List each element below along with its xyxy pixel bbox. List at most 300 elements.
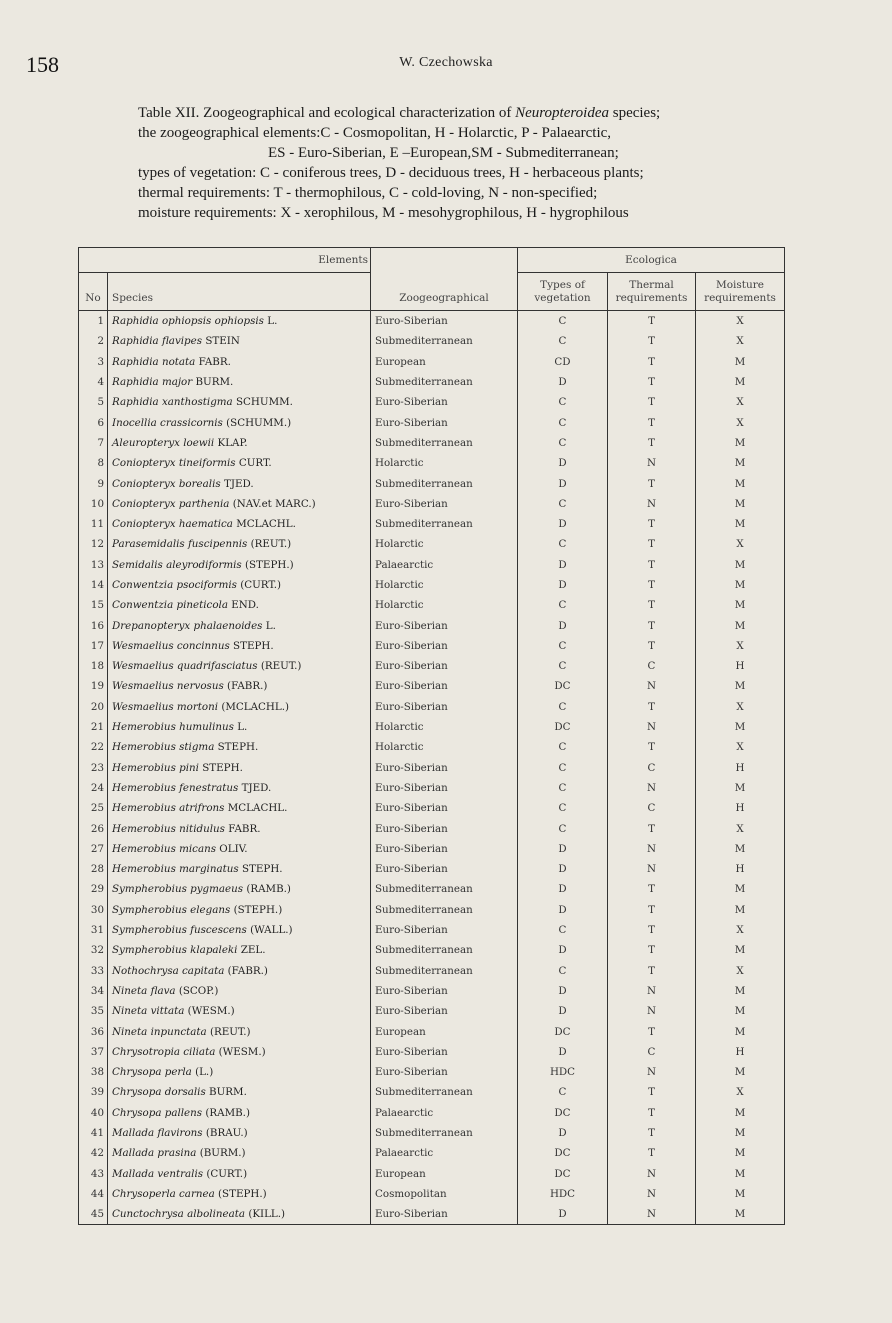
thermal-requirement: T: [608, 1123, 696, 1143]
moisture-requirement: M: [696, 1163, 785, 1183]
thermal-requirement: C: [608, 798, 696, 818]
species-author: (FABR.): [227, 964, 268, 977]
species-author: L.: [267, 315, 278, 328]
vegetation-type: C: [518, 595, 608, 615]
caption-line-2: the zoogeographical elements:C - Cosmopolitan, H - Holarctic, P - Palaearctic,: [138, 125, 612, 141]
species-binomial: Hemerobius nitidulus: [112, 822, 225, 835]
header-elements: Elements: [79, 248, 371, 273]
row-number: 29: [79, 879, 108, 899]
species-name: [108, 575, 371, 595]
species-name: [108, 473, 371, 493]
table-row: [79, 697, 785, 717]
species-binomial: Sympherobius pygmaeus: [112, 883, 244, 896]
species-binomial: Coniopteryx parthenia: [112, 497, 230, 510]
vegetation-type: D: [518, 940, 608, 960]
table-row: [79, 1042, 785, 1062]
species-name: [108, 494, 371, 514]
row-number: 44: [79, 1184, 108, 1204]
species-binomial: Nineta vittata: [112, 1005, 185, 1018]
species-author: L.: [265, 619, 276, 632]
vegetation-type: D: [518, 900, 608, 920]
thermal-requirement: N: [608, 1184, 696, 1204]
row-number: 22: [79, 737, 108, 757]
moisture-requirement: X: [696, 412, 785, 432]
species-name: [108, 697, 371, 717]
zoogeographical-element: European: [371, 352, 518, 372]
thermal-requirement: T: [608, 514, 696, 534]
zoogeographical-element: Submediterranean: [371, 473, 518, 493]
caption-line-1-prefix: Table XII. Zoogeographical and ecological characterization of: [138, 105, 516, 121]
zoogeographical-element: Cosmopolitan: [371, 1184, 518, 1204]
page-number: 158: [26, 52, 59, 77]
species-author: FABR.: [228, 822, 261, 835]
species-name: [108, 372, 371, 392]
vegetation-type: C: [518, 697, 608, 717]
table-row: [79, 575, 785, 595]
moisture-requirement: M: [696, 900, 785, 920]
zoogeographical-element: Submediterranean: [371, 433, 518, 453]
species-author: (STEPH.): [233, 903, 283, 916]
species-name: [108, 392, 371, 412]
vegetation-type: C: [518, 433, 608, 453]
moisture-requirement: M: [696, 575, 785, 595]
species-binomial: Raphidia major: [112, 376, 193, 389]
header-veg-line-1: Types of: [540, 278, 585, 291]
species-name: [108, 1143, 371, 1163]
species-binomial: Wesmaelius nervosus: [112, 680, 224, 693]
species-name: [108, 1184, 371, 1204]
zoogeographical-element: Holarctic: [371, 453, 518, 473]
species-name: [108, 859, 371, 879]
table-row: [79, 1184, 785, 1204]
thermal-requirement: T: [608, 372, 696, 392]
species-author: (STEPH.): [218, 1187, 267, 1200]
species-author: STEIN: [205, 335, 240, 348]
zoogeographical-element: Euro-Siberian: [371, 636, 518, 656]
thermal-requirement: T: [608, 636, 696, 656]
species-name: [108, 737, 371, 757]
table-body: [79, 311, 785, 1225]
species-binomial: Raphidia notata: [112, 355, 196, 368]
species-author: (REUT.): [260, 660, 302, 673]
species-name: [108, 900, 371, 920]
header-types-of-vegetation: [518, 273, 608, 311]
vegetation-type: C: [518, 737, 608, 757]
thermal-requirement: T: [608, 352, 696, 372]
zoogeographical-element: Holarctic: [371, 737, 518, 757]
table-row: [79, 392, 785, 412]
vegetation-type: D: [518, 839, 608, 859]
thermal-requirement: T: [608, 433, 696, 453]
row-number: 38: [79, 1062, 108, 1082]
row-number: 25: [79, 798, 108, 818]
table-row: [79, 473, 785, 493]
vegetation-type: DC: [518, 717, 608, 737]
row-number: 8: [79, 453, 108, 473]
thermal-requirement: N: [608, 839, 696, 859]
species-author: STEPH.: [241, 863, 283, 876]
zoogeographical-element: Euro-Siberian: [371, 311, 518, 332]
table-row: [79, 1021, 785, 1041]
species-name: [108, 1082, 371, 1102]
vegetation-type: C: [518, 758, 608, 778]
zoogeographical-element: Euro-Siberian: [371, 676, 518, 696]
zoogeographical-element: Palaearctic: [371, 1143, 518, 1163]
species-author: (REUT.): [250, 538, 292, 551]
species-binomial: Raphidia flavipes: [112, 335, 203, 348]
species-binomial: Hemerobius atrifrons: [112, 802, 225, 815]
thermal-requirement: N: [608, 494, 696, 514]
row-number: 12: [79, 534, 108, 554]
table-row: [79, 717, 785, 737]
table-row: [79, 453, 785, 473]
moisture-requirement: M: [696, 839, 785, 859]
vegetation-type: DC: [518, 676, 608, 696]
moisture-requirement: M: [696, 1021, 785, 1041]
zoogeographical-element: Holarctic: [371, 575, 518, 595]
species-name: [108, 595, 371, 615]
species-author: (WESM.): [187, 1005, 235, 1018]
row-number: 2: [79, 331, 108, 351]
zoogeographical-element: Euro-Siberian: [371, 1001, 518, 1021]
zoogeographical-element: Euro-Siberian: [371, 412, 518, 432]
caption-line-1: [138, 103, 798, 123]
species-name: [108, 1204, 371, 1225]
species-name: [108, 1163, 371, 1183]
moisture-requirement: X: [696, 961, 785, 981]
caption-line-6: moisture requirements: X - xerophilous, M - mesohygrophilous, H - hygrophilous: [138, 205, 629, 221]
moisture-requirement: M: [696, 879, 785, 899]
table-row: [79, 1123, 785, 1143]
vegetation-type: C: [518, 534, 608, 554]
thermal-requirement: N: [608, 1204, 696, 1225]
row-number: 23: [79, 758, 108, 778]
species-binomial: Raphidia ophiopsis ophiopsis: [112, 315, 264, 328]
thermal-requirement: C: [608, 758, 696, 778]
vegetation-type: D: [518, 859, 608, 879]
table-row: [79, 879, 785, 899]
zoogeographical-element: Euro-Siberian: [371, 494, 518, 514]
species-author: MCLACHL.: [227, 802, 288, 815]
table-row: [79, 839, 785, 859]
species-name: [108, 758, 371, 778]
species-binomial: Mallada flavirons: [112, 1127, 203, 1140]
species-name: [108, 412, 371, 432]
vegetation-type: DC: [518, 1103, 608, 1123]
row-number: 28: [79, 859, 108, 879]
row-number: 13: [79, 555, 108, 575]
thermal-requirement: T: [608, 595, 696, 615]
thermal-requirement: N: [608, 981, 696, 1001]
thermal-requirement: N: [608, 453, 696, 473]
species-name: [108, 331, 371, 351]
thermal-requirement: T: [608, 879, 696, 899]
zoogeographical-element: Euro-Siberian: [371, 981, 518, 1001]
species-name: [108, 534, 371, 554]
table-row: [79, 514, 785, 534]
moisture-requirement: M: [696, 717, 785, 737]
zoogeographical-element: Submediterranean: [371, 879, 518, 899]
thermal-requirement: N: [608, 778, 696, 798]
species-author: (BRAU.): [205, 1127, 248, 1140]
vegetation-type: C: [518, 818, 608, 838]
table-row: [79, 758, 785, 778]
moisture-requirement: M: [696, 372, 785, 392]
row-number: 19: [79, 676, 108, 696]
vegetation-type: DC: [518, 1021, 608, 1041]
species-author: (CURT.): [240, 579, 282, 591]
moisture-requirement: X: [696, 697, 785, 717]
vegetation-type: C: [518, 311, 608, 332]
species-name: [108, 1062, 371, 1082]
table-row: [79, 920, 785, 940]
vegetation-type: C: [518, 331, 608, 351]
vegetation-type: C: [518, 920, 608, 940]
table-row: [79, 798, 785, 818]
species-name: [108, 676, 371, 696]
species-binomial: Mallada ventralis: [112, 1167, 204, 1180]
species-name: [108, 920, 371, 940]
moisture-requirement: X: [696, 534, 785, 554]
vegetation-type: D: [518, 981, 608, 1001]
species-author: STEPH.: [202, 761, 243, 774]
species-name: [108, 1103, 371, 1123]
species-author: MCLACHL.: [236, 518, 296, 531]
moisture-requirement: M: [696, 940, 785, 960]
moisture-requirement: M: [696, 778, 785, 798]
species-binomial: Chrysotropia ciliata: [112, 1045, 216, 1058]
table-row: [79, 1082, 785, 1102]
species-binomial: Hemerobius pini: [112, 761, 199, 774]
thermal-requirement: T: [608, 575, 696, 595]
species-binomial: Hemerobius humulinus: [112, 721, 234, 734]
moisture-requirement: M: [696, 433, 785, 453]
header-moisture-line-2: requirements: [704, 291, 776, 304]
row-number: 36: [79, 1021, 108, 1041]
moisture-requirement: H: [696, 798, 785, 818]
moisture-requirement: X: [696, 920, 785, 940]
header-row-groups: [79, 248, 785, 273]
table-row: [79, 1001, 785, 1021]
table-row: [79, 494, 785, 514]
vegetation-type: D: [518, 615, 608, 635]
species-author: (NAV.et MARC.): [232, 497, 316, 510]
vegetation-type: DC: [518, 1163, 608, 1183]
header-row-columns: [79, 273, 785, 311]
moisture-requirement: M: [696, 595, 785, 615]
species-author: FABR.: [198, 355, 231, 368]
vegetation-type: DC: [518, 1143, 608, 1163]
species-name: [108, 1021, 371, 1041]
zoogeographical-element: Submediterranean: [371, 900, 518, 920]
vegetation-type: C: [518, 798, 608, 818]
row-number: 34: [79, 981, 108, 1001]
row-number: 31: [79, 920, 108, 940]
moisture-requirement: H: [696, 656, 785, 676]
table-caption: [138, 103, 798, 223]
species-binomial: Nineta inpunctata: [112, 1025, 207, 1038]
species-binomial: Wesmaelius mortoni: [112, 700, 219, 713]
species-binomial: Sympherobius elegans: [112, 903, 231, 916]
header-no: No: [79, 273, 108, 311]
table-row: [79, 940, 785, 960]
table-row: [79, 534, 785, 554]
vegetation-type: C: [518, 412, 608, 432]
species-name: [108, 798, 371, 818]
row-number: 17: [79, 636, 108, 656]
moisture-requirement: X: [696, 737, 785, 757]
species-author: OLIV.: [219, 842, 248, 855]
moisture-requirement: M: [696, 1062, 785, 1082]
vegetation-type: D: [518, 453, 608, 473]
table-row: [79, 412, 785, 432]
zoogeographical-element: Euro-Siberian: [371, 1062, 518, 1082]
moisture-requirement: X: [696, 392, 785, 412]
zoogeographical-element: Palaearctic: [371, 1103, 518, 1123]
table-row: [79, 433, 785, 453]
thermal-requirement: T: [608, 1082, 696, 1102]
moisture-requirement: M: [696, 1143, 785, 1163]
moisture-requirement: M: [696, 453, 785, 473]
species-author: (STEPH.): [244, 558, 294, 571]
row-number: 5: [79, 392, 108, 412]
header-thermal-line-2: requirements: [615, 291, 688, 304]
thermal-requirement: N: [608, 1001, 696, 1021]
species-binomial: Inocellia crassicornis: [112, 416, 223, 429]
table-row: [79, 1163, 785, 1183]
zoogeographical-element: Submediterranean: [371, 1082, 518, 1102]
caption-line-5: thermal requirements: T - thermophilous, C - cold-loving, N - non-specified;: [138, 185, 598, 201]
table-row: [79, 1143, 785, 1163]
header-moisture-requirements: [696, 273, 785, 311]
header-thermal-line-1: Thermal: [629, 278, 674, 291]
header-veg-line-2: vegetation: [534, 291, 591, 304]
vegetation-type: D: [518, 1204, 608, 1225]
species-name: [108, 656, 371, 676]
vegetation-type: C: [518, 656, 608, 676]
caption-taxon-name: Neuropteroidea: [515, 105, 609, 121]
moisture-requirement: M: [696, 1123, 785, 1143]
species-author: TJED.: [241, 781, 272, 794]
caption-line-4: types of vegetation: C - coniferous trees, D - deciduous trees, H - herbaceous plants;: [138, 165, 644, 181]
row-number: 10: [79, 494, 108, 514]
zoogeographical-element: Submediterranean: [371, 331, 518, 351]
species-binomial: Chrysopa perla: [112, 1066, 192, 1079]
species-binomial: Aleuropteryx loewii: [112, 436, 215, 449]
vegetation-type: D: [518, 473, 608, 493]
thermal-requirement: T: [608, 412, 696, 432]
species-author: KLAP.: [217, 436, 248, 449]
species-binomial: Mallada prasina: [112, 1147, 197, 1160]
species-binomial: Wesmaelius concinnus: [112, 639, 230, 652]
moisture-requirement: M: [696, 676, 785, 696]
moisture-requirement: H: [696, 859, 785, 879]
moisture-requirement: M: [696, 981, 785, 1001]
species-name: [108, 1001, 371, 1021]
species-author: (BURM.): [199, 1147, 246, 1160]
species-author: BURM.: [195, 376, 234, 389]
vegetation-type: D: [518, 514, 608, 534]
species-binomial: Conwentzia psociformis: [112, 579, 237, 591]
thermal-requirement: T: [608, 737, 696, 757]
header-species: Species: [108, 273, 371, 311]
thermal-requirement: T: [608, 1143, 696, 1163]
moisture-requirement: M: [696, 352, 785, 372]
species-author: (SCHUMM.): [226, 416, 292, 429]
row-number: 6: [79, 412, 108, 432]
row-number: 39: [79, 1082, 108, 1102]
zoogeographical-element: Euro-Siberian: [371, 656, 518, 676]
moisture-requirement: H: [696, 1042, 785, 1062]
species-name: [108, 1123, 371, 1143]
thermal-requirement: T: [608, 1021, 696, 1041]
row-number: 20: [79, 697, 108, 717]
row-number: 42: [79, 1143, 108, 1163]
zoogeographical-element: Submediterranean: [371, 1123, 518, 1143]
zoogeographical-element: Palaearctic: [371, 555, 518, 575]
caption-line-1-suffix: species;: [608, 105, 661, 121]
species-name: [108, 311, 371, 332]
species-name: [108, 818, 371, 838]
header-thermal-requirements: [608, 273, 696, 311]
species-author: (WESM.): [218, 1045, 266, 1058]
zoogeographical-element: Euro-Siberian: [371, 920, 518, 940]
table-row: [79, 636, 785, 656]
species-binomial: Chrysoperla carnea: [112, 1187, 215, 1200]
species-author: CURT.: [238, 457, 272, 470]
zoogeographical-element: Submediterranean: [371, 372, 518, 392]
zoogeographical-element: Euro-Siberian: [371, 697, 518, 717]
moisture-requirement: H: [696, 758, 785, 778]
row-number: 18: [79, 656, 108, 676]
species-author: (MCLACHL.): [221, 700, 290, 713]
zoogeographical-element: Euro-Siberian: [371, 818, 518, 838]
vegetation-type: C: [518, 392, 608, 412]
vegetation-type: D: [518, 1123, 608, 1143]
moisture-requirement: M: [696, 1204, 785, 1225]
running-head-author: W. Czechowska: [399, 55, 493, 70]
thermal-requirement: T: [608, 900, 696, 920]
thermal-requirement: T: [608, 615, 696, 635]
moisture-requirement: M: [696, 615, 785, 635]
species-binomial: Hemerobius fenestratus: [112, 781, 239, 794]
vegetation-type: C: [518, 961, 608, 981]
zoogeographical-element: Euro-Siberian: [371, 839, 518, 859]
vegetation-type: D: [518, 575, 608, 595]
table-row: [79, 656, 785, 676]
species-name: [108, 433, 371, 453]
vegetation-type: D: [518, 555, 608, 575]
species-binomial: Conwentzia pineticola: [112, 599, 228, 612]
species-name: [108, 981, 371, 1001]
thermal-requirement: T: [608, 555, 696, 575]
species-binomial: Parasemidalis fuscipennis: [112, 538, 248, 551]
species-author: (RAMB.): [205, 1106, 250, 1119]
moisture-requirement: X: [696, 818, 785, 838]
moisture-requirement: M: [696, 555, 785, 575]
species-binomial: Nineta flava: [112, 984, 176, 997]
zoogeographical-element: Euro-Siberian: [371, 392, 518, 412]
thermal-requirement: T: [608, 697, 696, 717]
table-row: [79, 615, 785, 635]
table-row: [79, 1103, 785, 1123]
species-name: [108, 839, 371, 859]
vegetation-type: C: [518, 636, 608, 656]
row-number: 4: [79, 372, 108, 392]
zoogeographical-element: Euro-Siberian: [371, 615, 518, 635]
table-row: [79, 555, 785, 575]
zoogeographical-element: Euro-Siberian: [371, 758, 518, 778]
